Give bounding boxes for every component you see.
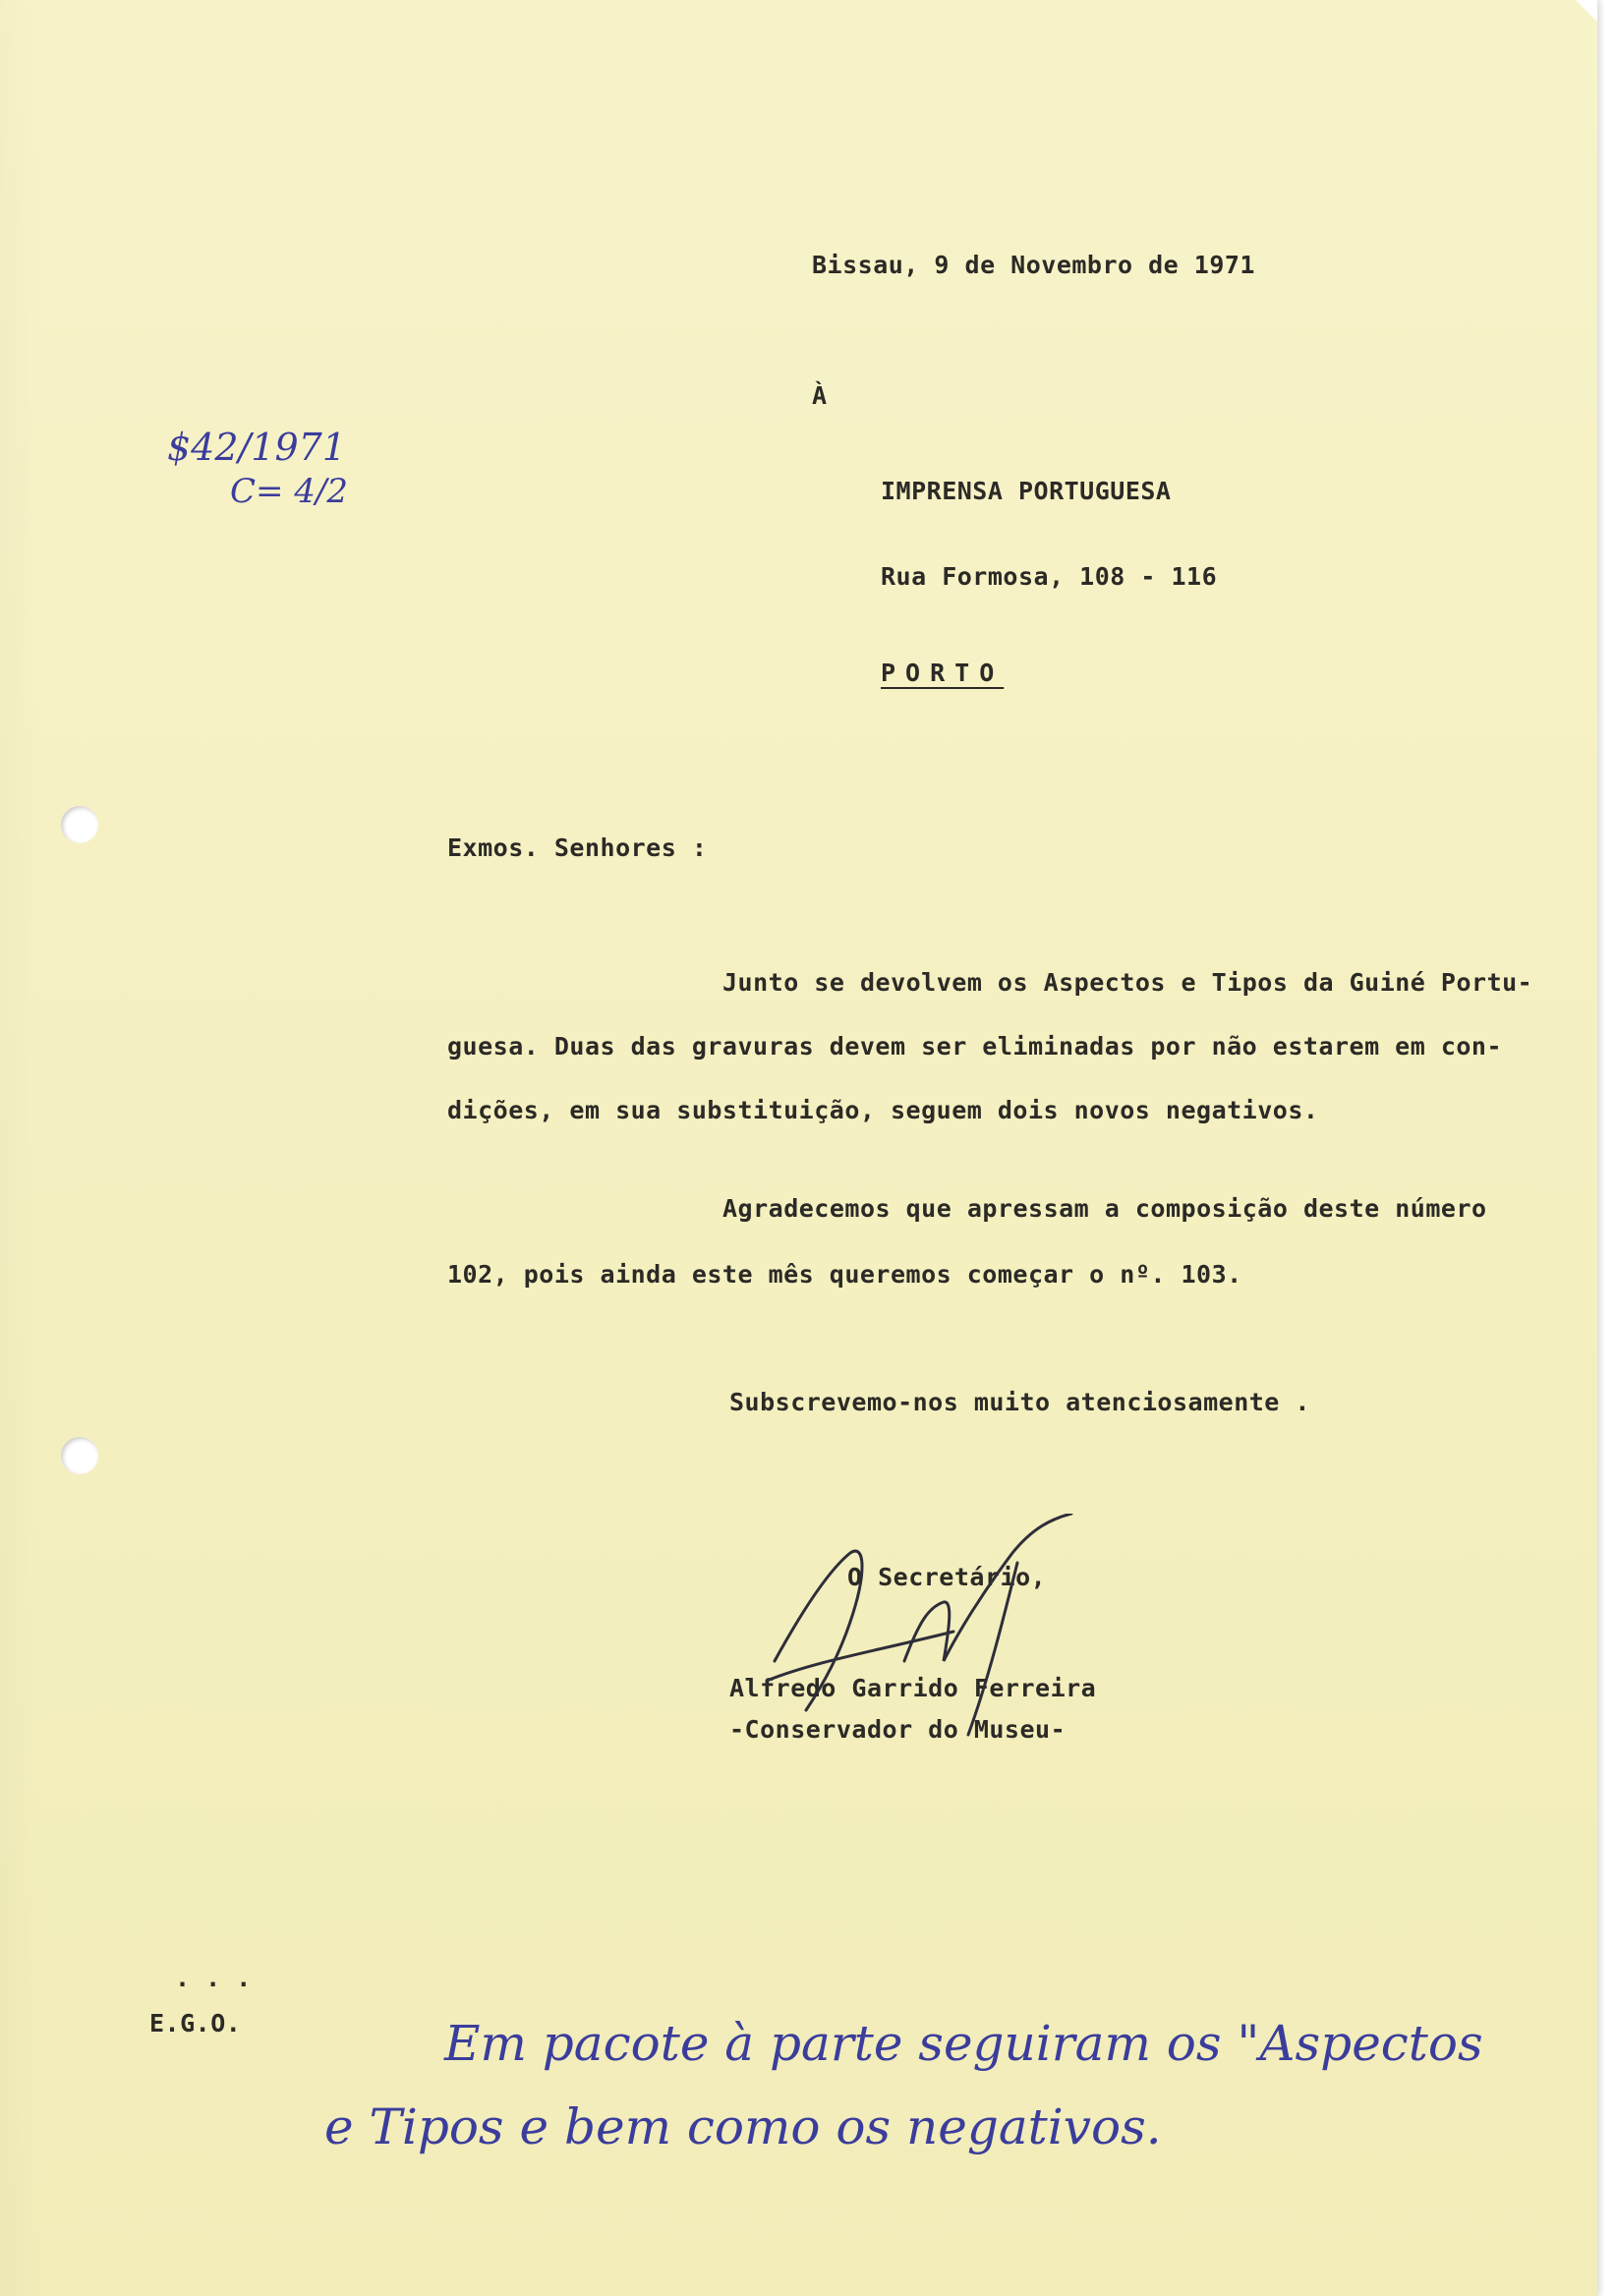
handwritten-note-line: Em pacote à parte seguiram os "Aspectos — [444, 2015, 1483, 2072]
signatory-name: Alfredo Garrido Ferreira — [729, 1674, 1097, 1702]
body-line: guesa. Duas das gravuras devem ser eliminadas por não estarem em con- — [447, 1032, 1503, 1061]
recipient-name: IMPRENSA PORTUGUESA — [881, 477, 1172, 505]
folded-corner — [1576, 0, 1597, 22]
reference-number: $42/1971 — [167, 426, 347, 469]
date-line: Bissau, 9 de Novembro de 1971 — [812, 251, 1255, 279]
body-line: 102, pois ainda este mês queremos começar o nº. 103. — [447, 1260, 1242, 1289]
punch-hole — [61, 806, 98, 843]
signatory-title: O Secretário, — [847, 1563, 1047, 1591]
recipient-city: PORTO — [881, 659, 1005, 687]
body-line: dições, em sua substituição, seguem dois novos negativos. — [447, 1096, 1319, 1124]
separator-dots: . . . — [175, 1964, 252, 1992]
salutation: Exmos. Senhores : — [447, 833, 708, 862]
recipient-street: Rua Formosa, 108 - 116 — [881, 562, 1218, 591]
closing-line: Subscrevemo-nos muito atenciosamente . — [729, 1388, 1310, 1416]
reference-code: C= 4/2 — [230, 472, 349, 511]
body-line: Agradecemos que apressam a composição deste número — [722, 1194, 1487, 1223]
typist-initials: E.G.O. — [149, 2009, 242, 2038]
signatory-role: -Conservador do Museu- — [729, 1715, 1067, 1744]
body-line: Junto se devolvem os Aspectos e Tipos da Guiné Portu- — [722, 968, 1533, 997]
handwritten-note-line: e Tipos e bem como os negativos. — [324, 2098, 1162, 2155]
handwritten-signature — [757, 1514, 1091, 1740]
punch-hole — [61, 1437, 98, 1474]
to-marker: À — [812, 381, 828, 410]
